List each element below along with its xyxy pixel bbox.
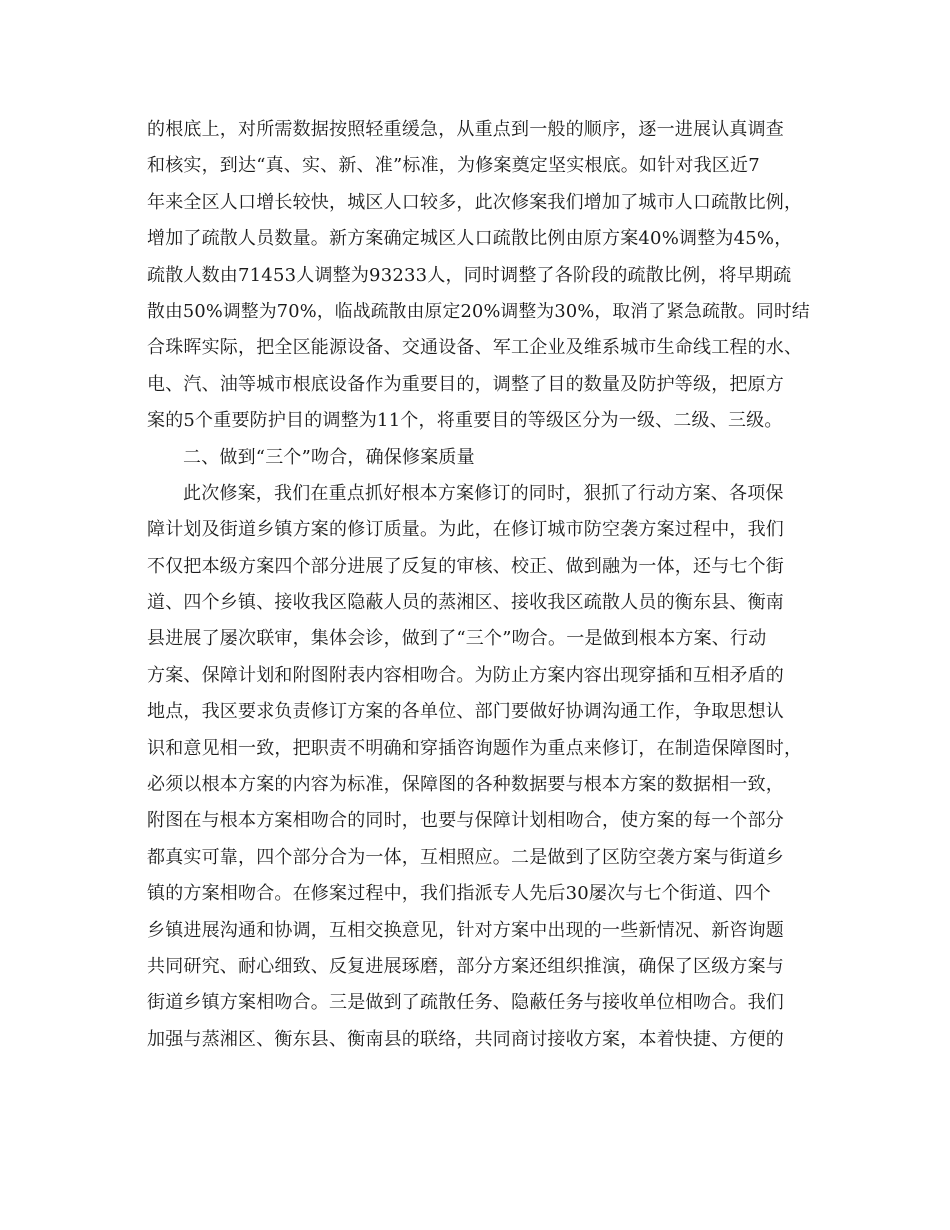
text-line: 共同研究、耐心细致、反复进展琢磨，部分方案还组织推演，确保了区级方案与 xyxy=(147,955,784,977)
text-line: 县进展了屡次联审，集体会诊，做到了“三个”吻合。一是做到根本方案、行动 xyxy=(147,628,767,650)
text-line: 不仅把本级方案四个部分进展了反复的审核、校正、做到融为一体，还与七个街 xyxy=(147,555,784,577)
text-line: 都真实可靠，四个部分合为一体，互相照应。二是做到了区防空袭方案与街道乡 xyxy=(147,846,784,868)
text-line: 方案、保障计划和附图附表内容相吻合。为防止方案内容出现穿插和互相矛盾的 xyxy=(147,664,784,686)
text-line: 障计划及街道乡镇方案的修订质量。为此，在修订城市防空袭方案过程中，我们 xyxy=(147,519,784,541)
text-line: 加强与蒸湘区、衡东县、衡南县的联络，共同商讨接收方案，本着快捷、方便的 xyxy=(147,1028,784,1050)
section-heading: 二、做到“三个”吻合，确保修案质量 xyxy=(183,446,475,468)
text-line: 附图在与根本方案相吻合的同时，也要与保障计划相吻合，使方案的每一个部分 xyxy=(147,810,784,832)
text-line: 合珠晖实际，把全区能源设备、交通设备、军工企业及维系城市生命线工程的水、 xyxy=(147,337,803,359)
text-line: 和核实，到达“真、实、新、准”标准，为修案奠定坚实根底。如针对我区近7 xyxy=(147,155,760,177)
paragraph-start-line: 此次修案，我们在重点抓好根本方案修订的同时，狠抓了行动方案、各项保 xyxy=(183,482,784,504)
text-line: 案的5个重要防护目的调整为11个，将重要目的等级区分为一级、二级、三级。 xyxy=(147,410,783,432)
text-line: 增加了疏散人员数量。新方案确定城区人口疏散比例由原方案40%调整为45%， xyxy=(147,228,793,250)
text-line: 散由50%调整为70%，临战疏散由原定20%调整为30%，取消了紧急疏散。同时结 xyxy=(147,301,810,322)
text-line: 年来全区人口增长较快，城区人口较多，此次修案我们增加了城市人口疏散比例， xyxy=(147,191,803,213)
body-text xyxy=(147,112,810,1058)
text-line: 乡镇进展沟通和协调，互相交换意见，针对方案中出现的一些新情况、新咨询题 xyxy=(147,919,784,941)
text-line: 街道乡镇方案相吻合。三是做到了疏散任务、隐蔽任务与接收单位相吻合。我们 xyxy=(147,992,784,1014)
text-line: 识和意见相一致，把职责不明确和穿插咨询题作为重点来修订，在制造保障图时， xyxy=(147,737,803,759)
text-line: 疏散人数由71453人调整为93233人，同时调整了各阶段的疏散比例，将早期疏 xyxy=(147,264,792,286)
text-line: 道、四个乡镇、接收我区隐蔽人员的蒸湘区、接收我区疏散人员的衡东县、衡南 xyxy=(147,592,784,614)
text-line: 镇的方案相吻合。在修案过程中，我们指派专人先后30屡次与七个街道、四个 xyxy=(147,883,771,905)
text-line: 地点，我区要求负责修订方案的各单位、部门要做好协调沟通工作，争取思想认 xyxy=(147,701,784,723)
text-line: 电、汽、油等城市根底设备作为重要目的，调整了目的数量及防护等级，把原方 xyxy=(147,373,784,395)
text-line: 的根底上，对所需数据按照轻重缓急，从重点到一般的顺序，逐一进展认真调查 xyxy=(147,119,784,140)
text-line: 必须以根本方案的内容为标准，保障图的各种数据要与根本方案的数据相一致， xyxy=(147,774,784,796)
